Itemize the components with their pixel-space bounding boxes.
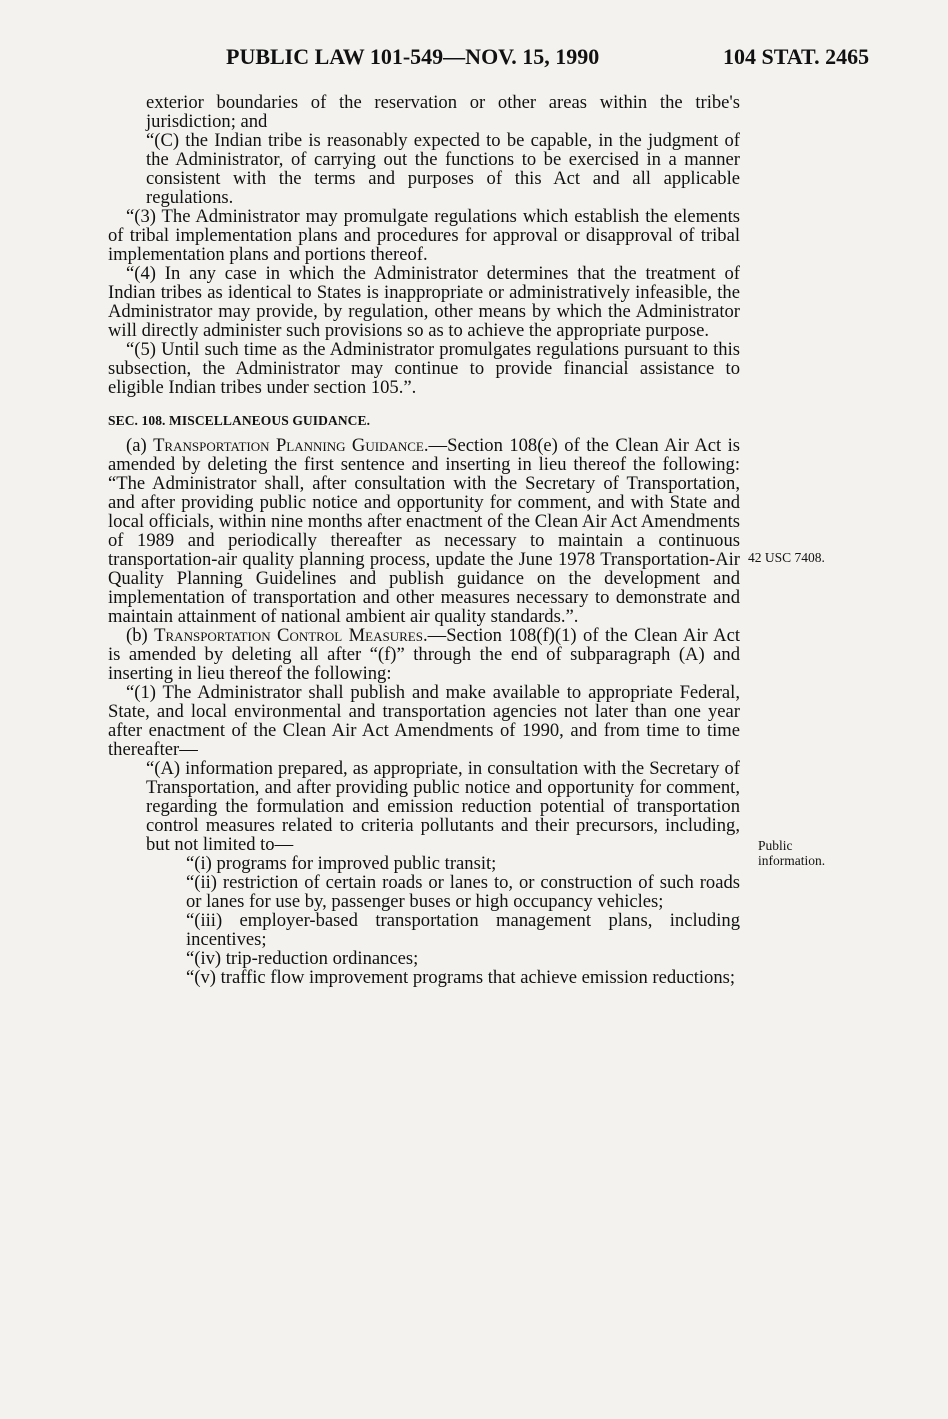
page-header-stat: 104 STAT. 2465 (723, 44, 870, 69)
paragraph-C: “(C) the Indian tribe is reasonably expected to be capable, in the judgment of the Administrator, of carrying out the functions to be exercised in a manner consistent with the terms and purposes of this Act and all applicable regulations. (146, 130, 740, 208)
subsection-b-heading: Transportation Control Measures. (154, 625, 428, 646)
clause-iv: “(iv) trip-reduction ordinances; (186, 948, 419, 969)
clause-ii: “(ii) restriction of certain roads or lanes to, or construction of such roads or lanes for use by, passenger buses or high occupancy vehicles; (186, 872, 740, 912)
subsection-a-text: —Section 108(e) of the Clean Air Act is amended by deleting the first sentence and inserting in lieu thereof the following: “The Administrator shall, after consultation with the Secretary of Transportation, and after providing public notice and opportunity for comment, and with State and local officials, within nine months after enactment of the Clean Air Act Amendments of 1989 and periodically thereafter as necessary to maintain a continuous transportation-air quality planning process, update the June 1978 Transportation-Air Quality Planning Guidelines and publish guidance on the development and implementation of transportation and other measures necessary to demonstrate and maintain attainment of national ambient air quality standards.”. (108, 435, 740, 627)
clause-v: “(v) traffic flow improvement programs that achieve emission reductions; (186, 967, 736, 988)
paragraph-1: “(1) The Administrator shall publish and make available to appropriate Federal, State, and local environmental and transportation agencies not later than one year after enactment of the Clean Air Act Amendments of 1990, and from time to time thereafter— (108, 682, 740, 760)
subparagraph-A: “(A) information prepared, as appropriate, in consultation with the Secretary of Transportation, and after providing public notice and opportunity for comment, regarding the formulation and emission reduction potential of transportation control measures related to criteria pollutants and their precursors, including, but not limited to— (146, 758, 740, 855)
subsection-b-text: —Section 108(f)(1) of the Clean Air Act is amended by deleting all after “(f)” through the end of subparagraph (A) and inserting in lieu thereof the following: (108, 625, 741, 684)
subsection-b (108, 626, 740, 683)
paragraph-continuation: exterior boundaries of the reservation or other areas within the tribe's jurisdiction; and (146, 92, 740, 132)
page-header-title: PUBLIC LAW 101-549—NOV. 15, 1990 (226, 44, 600, 69)
body-text (108, 93, 740, 987)
paragraph-3: “(3) The Administrator may promulgate regulations which establish the elements of tribal implementation plans and procedures for approval or disapproval of tribal implementation plans and portions thereof. (108, 206, 740, 265)
clause-iii: “(iii) employer-based transportation management plans, including incentives; (186, 910, 740, 950)
section-heading: SEC. 108. MISCELLANEOUS GUIDANCE. (108, 413, 371, 428)
margin-note-usc: 42 USC 7408. (748, 550, 825, 565)
subsection-a-heading: Transportation Planning Guidance. (153, 435, 429, 456)
subsection-b-label: (b) (126, 625, 148, 646)
subsection-a (108, 436, 740, 626)
paragraph-5: “(5) Until such time as the Administrator promulgates regulations pursuant to this subsection, the Administrator may continue to provide financial assistance to eligible Indian tribes under section 105.”. (108, 339, 740, 398)
subsection-a-label: (a) (126, 435, 147, 456)
margin-note-public-information: Public information. (758, 838, 826, 868)
clause-i: “(i) programs for improved public transit; (186, 853, 497, 874)
paragraph-4: “(4) In any case in which the Administrator determines that the treatment of Indian tribes as identical to States is inappropriate or administratively infeasible, the Administrator may provide, by regulation, other means by which the Administrator will directly administer such provisions so as to achieve the appropriate purpose. (108, 263, 740, 341)
